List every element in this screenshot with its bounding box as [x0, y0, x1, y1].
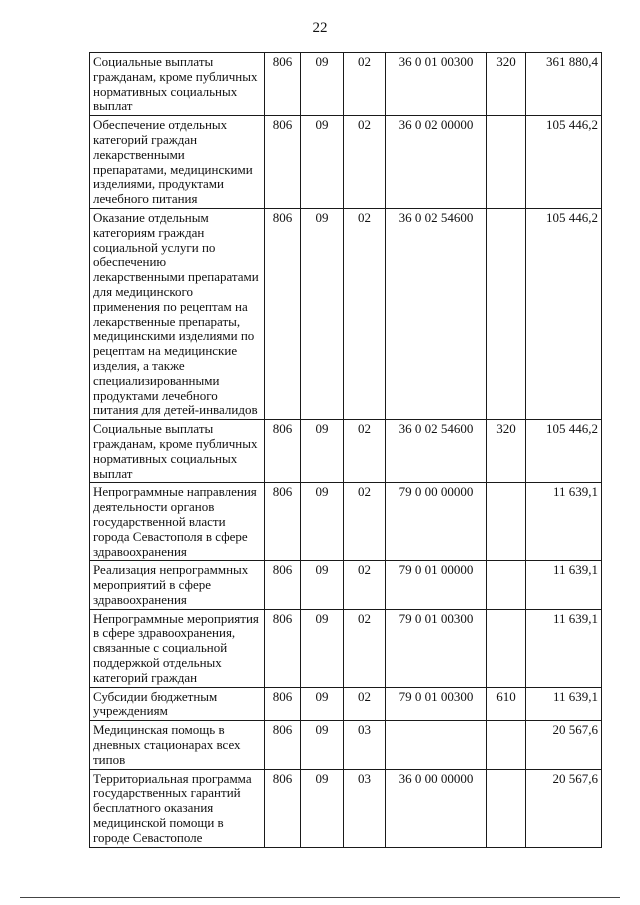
section-code-cell: 09: [301, 208, 344, 419]
amount-cell: 11 639,1: [526, 483, 602, 561]
target-article-cell: 36 0 01 00300: [386, 53, 487, 116]
expense-type-cell: 610: [487, 687, 526, 721]
subsection-code-cell: 02: [344, 208, 386, 419]
ministry-code-cell: 806: [265, 53, 301, 116]
expense-type-cell: [487, 721, 526, 769]
row-name-cell: Территориальная программа государственных гарантий бесплатного оказания медицинской помощи в городе Севастополе: [90, 769, 265, 847]
section-code-cell: 09: [301, 483, 344, 561]
target-article-cell: 36 0 00 00000: [386, 769, 487, 847]
row-name-cell: Обеспечение отдельных категорий граждан лекарственными препаратами, медицинскими изделиями, продуктами лечебного питания: [90, 116, 265, 209]
row-name-cell: Субсидии бюджетным учреждениям: [90, 687, 265, 721]
page-bottom-border: [20, 897, 620, 898]
ministry-code-cell: 806: [265, 208, 301, 419]
row-name-cell: Непрограммные мероприятия в сфере здравоохранения, связанные с социальной поддержкой отдельных категорий граждан: [90, 609, 265, 687]
row-name-cell: Социальные выплаты гражданам, кроме публичных нормативных социальных выплат: [90, 53, 265, 116]
ministry-code-cell: 806: [265, 561, 301, 609]
subsection-code-cell: 02: [344, 116, 386, 209]
subsection-code-cell: 03: [344, 769, 386, 847]
expense-type-cell: [487, 116, 526, 209]
target-article-cell: [386, 721, 487, 769]
amount-cell: 105 446,2: [526, 208, 602, 419]
section-code-cell: 09: [301, 687, 344, 721]
subsection-code-cell: 02: [344, 420, 386, 483]
budget-table-body: [90, 53, 602, 848]
ministry-code-cell: 806: [265, 420, 301, 483]
row-name-cell: Медицинская помощь в дневных стационарах всех типов: [90, 721, 265, 769]
subsection-code-cell: 02: [344, 609, 386, 687]
amount-cell: 11 639,1: [526, 687, 602, 721]
ministry-code-cell: 806: [265, 116, 301, 209]
expense-type-cell: [487, 769, 526, 847]
subsection-code-cell: 02: [344, 687, 386, 721]
target-article-cell: 36 0 02 54600: [386, 420, 487, 483]
ministry-code-cell: 806: [265, 483, 301, 561]
subsection-code-cell: 02: [344, 483, 386, 561]
amount-cell: 11 639,1: [526, 561, 602, 609]
expense-type-cell: 320: [487, 53, 526, 116]
table-row: [90, 208, 602, 419]
amount-cell: 361 880,4: [526, 53, 602, 116]
table-row: [90, 561, 602, 609]
section-code-cell: 09: [301, 116, 344, 209]
table-row: [90, 420, 602, 483]
target-article-cell: 79 0 01 00300: [386, 609, 487, 687]
amount-cell: 105 446,2: [526, 116, 602, 209]
table-row: [90, 687, 602, 721]
expense-type-cell: 320: [487, 420, 526, 483]
section-code-cell: 09: [301, 53, 344, 116]
subsection-code-cell: 03: [344, 721, 386, 769]
expense-type-cell: [487, 609, 526, 687]
row-name-cell: Оказание отдельным категориям граждан социальной услуги по обеспечению лекарственными препаратами для медицинского применения по рецептам на лекарственные препараты, медицинскими изделиями по рецептам на медицинские изделия, а также специализированными продуктами лечебного питания для детей-инвалидов: [90, 208, 265, 419]
section-code-cell: 09: [301, 561, 344, 609]
section-code-cell: 09: [301, 769, 344, 847]
table-row: [90, 721, 602, 769]
section-code-cell: 09: [301, 420, 344, 483]
amount-cell: 105 446,2: [526, 420, 602, 483]
expense-type-cell: [487, 208, 526, 419]
row-name-cell: Реализация непрограммных мероприятий в сфере здравоохранения: [90, 561, 265, 609]
ministry-code-cell: 806: [265, 769, 301, 847]
target-article-cell: 79 0 01 00300: [386, 687, 487, 721]
subsection-code-cell: 02: [344, 561, 386, 609]
row-name-cell: Непрограммные направления деятельности органов государственной власти города Севастополя в сфере здравоохранения: [90, 483, 265, 561]
row-name-cell: Социальные выплаты гражданам, кроме публичных нормативных социальных выплат: [90, 420, 265, 483]
table-row: [90, 769, 602, 847]
target-article-cell: 79 0 01 00000: [386, 561, 487, 609]
amount-cell: 20 567,6: [526, 721, 602, 769]
section-code-cell: 09: [301, 721, 344, 769]
ministry-code-cell: 806: [265, 721, 301, 769]
amount-cell: 20 567,6: [526, 769, 602, 847]
target-article-cell: 79 0 00 00000: [386, 483, 487, 561]
table-row: [90, 53, 602, 116]
expense-type-cell: [487, 561, 526, 609]
table-row: [90, 609, 602, 687]
table-row: [90, 483, 602, 561]
ministry-code-cell: 806: [265, 687, 301, 721]
table-row: [90, 116, 602, 209]
target-article-cell: 36 0 02 00000: [386, 116, 487, 209]
section-code-cell: 09: [301, 609, 344, 687]
expense-type-cell: [487, 483, 526, 561]
target-article-cell: 36 0 02 54600: [386, 208, 487, 419]
page-number: 22: [312, 20, 328, 36]
amount-cell: 11 639,1: [526, 609, 602, 687]
ministry-code-cell: 806: [265, 609, 301, 687]
subsection-code-cell: 02: [344, 53, 386, 116]
budget-table: [89, 52, 602, 848]
